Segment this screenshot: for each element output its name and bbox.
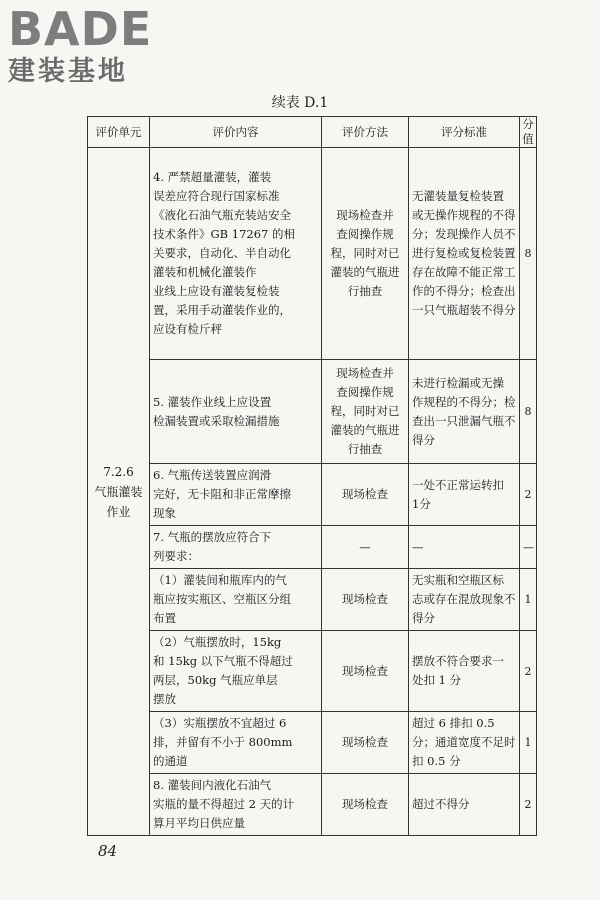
method-cell-line: 查阅操作规 [336,227,394,241]
table-row [88,569,537,631]
score-cell: — [520,526,537,569]
evaluation-table [87,116,537,836]
criteria-cell-line: 无灌装量复检装置 [412,189,504,203]
content-cell-line: 列要求： [153,549,199,563]
method-cell-line: 行抽查 [347,284,383,298]
criteria-cell-line: 一只气瓶超装不得分 [412,303,516,317]
content-cell-line: 瓶应按实瓶区、空瓶区分组 [153,592,291,606]
content-cell-line: 排，并留有不小于 800mm [153,735,293,749]
criteria-cell-line: — [412,539,424,554]
criteria-cell-line: 一处不正常运转扣 [412,477,504,492]
method-cell-line: 现场检查 [342,797,388,811]
content-cell-line: 技术条件》GB 17267 的相 [153,227,296,241]
score-cell: 2 [520,774,537,836]
criteria-cell-line: 进行复检或复检装置 [412,246,516,260]
content-cell-line: 5. 灌装作业线上应设置 [153,394,272,409]
content-cell [150,569,322,631]
evaluation-unit-line: 7.2.6 [103,464,134,479]
page-number: 84 [98,842,118,860]
score-cell: 8 [520,148,537,360]
method-cell-line: 灌装的气瓶进 [330,423,400,437]
method-cell [322,526,409,569]
score-cell: 1 [520,569,537,631]
criteria-cell-line: 查出一只泄漏气瓶不 [412,413,516,428]
content-cell-line: 8. 灌装间内液化石油气 [153,778,272,792]
content-cell-line: 误差应符合现行国家标准 [153,189,280,203]
table-row [88,631,537,712]
criteria-cell [409,774,520,836]
criteria-cell-line: 未进行检漏或无操 [412,375,504,390]
content-cell-line: 7. 气瓶的摆放应符合下 [153,530,272,544]
bade-logo [8,2,178,92]
header-method: 评价方法 [322,117,409,148]
criteria-cell-line: 处扣 1 分 [412,673,462,687]
method-cell-line: 灌装的气瓶进 [330,265,400,279]
content-cell-line: （1）灌装间和瓶库内的气 [153,573,287,587]
criteria-cell [409,526,520,569]
criteria-cell-line: 得分 [412,432,435,447]
criteria-cell-line: 1分 [412,496,431,511]
table-row [88,148,537,360]
evaluation-unit-cell [88,148,150,836]
criteria-cell-line: 分；发现操作人员不 [412,227,516,241]
content-cell-line: 和 15kg 以下气瓶不得超过 [153,654,293,668]
score-cell: 2 [520,631,537,712]
score-cell: 8 [520,360,537,464]
content-cell-line: 《液化石油气瓶充装站安全 [153,208,291,222]
content-cell [150,774,322,836]
method-cell-line: 现场检查并 [336,366,394,380]
method-cell-line: 现场检查 [342,487,388,501]
content-cell-line: 完好，无卡阻和非正常摩擦 [153,487,291,501]
content-cell-line: 两层，50kg 气瓶应单层 [153,673,278,687]
method-cell-line: 现场检查 [342,735,388,749]
content-cell-line: 实瓶的量不得超过 2 天的计 [153,797,295,811]
method-cell-line: 程，同时对已 [330,246,400,260]
content-cell-line: 业线上应设有灌装复检装 [153,284,280,298]
criteria-cell-line: 分；通道宽度不足时 [412,735,516,749]
criteria-cell-line: 超过 6 排扣 0.5 [412,716,495,730]
method-cell [322,712,409,774]
content-cell-line: （3）实瓶摆放不宜超过 6 [153,716,287,730]
criteria-cell-line: 得分 [412,611,435,625]
criteria-cell-line: 摆放不符合要求一 [412,654,504,668]
criteria-cell [409,464,520,526]
method-cell-line: 程，同时对已 [330,404,400,418]
content-cell-line: 检漏装置或采取检漏措施 [153,413,280,428]
content-cell-line: 4. 严禁超量灌装，灌装 [153,170,272,184]
criteria-cell-line: 或无操作规程的不得 [412,208,516,222]
criteria-cell-line: 存在故障不能正常工 [412,265,516,279]
method-cell-line: — [359,539,371,554]
method-cell [322,148,409,360]
criteria-cell [409,569,520,631]
criteria-cell-line: 无实瓶和空瓶区标 [412,573,504,587]
criteria-cell-line: 扣 0.5 分 [412,754,461,768]
method-cell-line: 现场检查并 [336,208,394,222]
table-row [88,774,537,836]
criteria-cell [409,712,520,774]
content-cell-line: 摆放 [153,692,176,706]
method-cell [322,464,409,526]
table-row [88,526,537,569]
score-cell: 1 [520,712,537,774]
method-cell [322,569,409,631]
content-cell [150,148,322,360]
header-criteria: 评分标准 [409,117,520,148]
criteria-cell [409,148,520,360]
criteria-cell-line: 志或存在混放现象不 [412,592,516,606]
content-cell-line: （2）气瓶摆放时，15kg [153,635,282,649]
content-cell [150,631,322,712]
content-cell [150,526,322,569]
evaluation-unit-line: 作业 [106,504,131,519]
table-row [88,464,537,526]
criteria-cell-line: 超过不得分 [412,797,470,811]
table-row [88,712,537,774]
method-cell [322,360,409,464]
method-cell [322,774,409,836]
logo-subtitle: 建装基地 [8,56,128,87]
content-cell-line: 算月平均日供应量 [153,816,245,830]
method-cell-line: 行抽查 [347,442,383,456]
content-cell [150,360,322,464]
content-cell-line: 布置 [153,611,176,625]
method-cell-line: 查阅操作规 [336,385,394,399]
content-cell [150,712,322,774]
content-cell-line: 应设有检斤秤 [153,322,222,336]
header-unit: 评价单元 [88,117,150,148]
header-score: 分值 [520,117,537,148]
method-cell [322,631,409,712]
method-cell-line: 现场检查 [342,663,388,678]
content-cell [150,464,322,526]
content-cell-line: 灌装和机械化灌装作 [153,265,257,279]
table-caption: 续表 D.1 [271,95,329,111]
criteria-cell-line: 作规程的不得分；检 [412,394,516,409]
content-cell-line: 关要求，自动化、半自动化 [153,246,291,260]
content-cell-line: 的通道 [153,754,188,768]
score-cell: 2 [520,464,537,526]
criteria-cell [409,360,520,464]
header-content: 评价内容 [150,117,322,148]
content-cell-line: 现象 [153,506,176,520]
evaluation-unit-line: 气瓶灌装 [94,484,143,499]
logo-brand: BADE [8,2,153,56]
method-cell-line: 现场检查 [342,592,388,606]
content-cell-line: 6. 气瓶传送装置应润滑 [153,468,272,482]
table-row [88,360,537,464]
table-header-row [88,117,537,148]
criteria-cell-line: 作的不得分；检查出 [412,284,516,298]
content-cell-line: 置，采用手动灌装作业的， [153,303,291,317]
criteria-cell [409,631,520,712]
